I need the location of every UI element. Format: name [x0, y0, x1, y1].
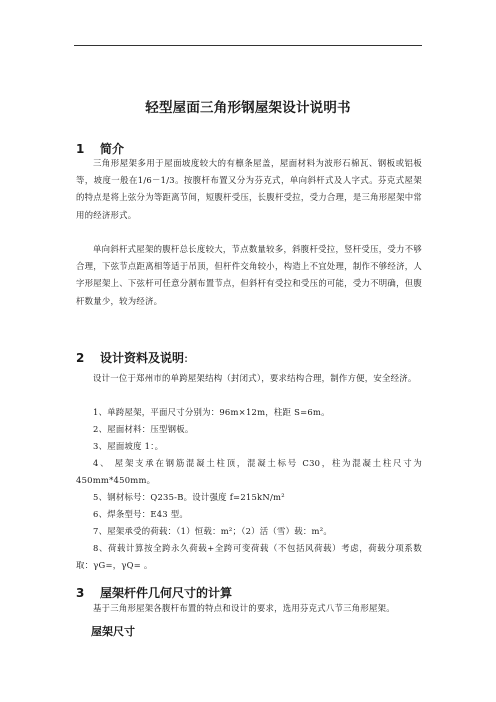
section-2-heading — [76, 349, 188, 366]
section-3-title: 屋架杆件几何尺寸的计算 — [100, 586, 233, 600]
section-1-title: 简介 — [100, 142, 125, 156]
list-item-6: 6、焊条型号：E43 型。 — [93, 509, 189, 519]
section-1-paragraph-2: 单向斜杆式屋架的腹杆总长度较大，节点数量较多，斜腹杆受拉，竖杆受压，受力不够合理，下弦节点距离相等适于吊顶，但杆件交角较小，构造上不宜处理，制作不够经济，人字形屋架上、下弦杆可任意分割布置节点，但斜杆有受拉和受压的可能，受力不明确，但腹杆数量少，较为经济。 — [76, 244, 422, 306]
section-2-intro: 设计一位于郑州市的单跨屋架结构（封闭式），要求结构合理，制作方便，安全经济。 — [93, 373, 417, 383]
section-3-subheading: 屋架尺寸 — [91, 625, 135, 638]
list-item-4: 4、 屋架支承在钢筋混凝土柱顶，混凝土标号 C30，柱为混凝土柱尺寸为450mm*450mm。 — [76, 458, 422, 486]
section-1-paragraph-1: 三角形屋架多用于屋面坡度较大的有檩条屋盖，屋面材料为波形石棉瓦、钢板或铝板等，坡度一般在1/6－1/3。按腹杆布置又分为芬克式，单向斜杆式及人字式。芬克式屋架的特点是将上弦分为等距离节间，短腹杆受压，长腹杆受拉，受力合理，是三角形屋架中常用的经济形式。 — [76, 158, 422, 220]
list-item-1: 1、单跨屋架，平面尺寸分别为：96m×12m，柱距 S=6m。 — [93, 407, 330, 417]
section-3-number: 3 — [76, 586, 85, 600]
section-2-number: 2 — [76, 351, 85, 365]
list-item-8: 8、荷载计算按全跨永久荷载+全跨可变荷载（不包括风荷载）考虑，荷载分项系数取：γG=，γQ= 。 — [76, 543, 422, 571]
section-1-number: 1 — [76, 142, 85, 156]
section-3-heading — [76, 584, 232, 601]
section-2-title: 设计资料及说明 — [100, 351, 185, 365]
header-rule — [74, 45, 422, 46]
list-item-5: 5、钢材标号：Q235-B。设计强度 f=215kN/m² — [93, 492, 285, 502]
document-title: 轻型屋面三角形钢屋架设计说明书 — [145, 100, 351, 116]
section-2-colon: : — [184, 351, 189, 365]
list-item-3: 3、屋面坡度 1：。 — [93, 441, 164, 451]
list-item-2: 2、屋面材料：压型钢板。 — [93, 424, 194, 434]
list-item-7: 7、屋架承受的荷载：（1）恒载：m²；（2）活（雪）载：m²。 — [93, 526, 332, 536]
section-3-paragraph-1: 基于三角形屋架各腹杆布置的特点和设计的要求，选用芬克式八节三角形屋架。 — [93, 603, 395, 613]
